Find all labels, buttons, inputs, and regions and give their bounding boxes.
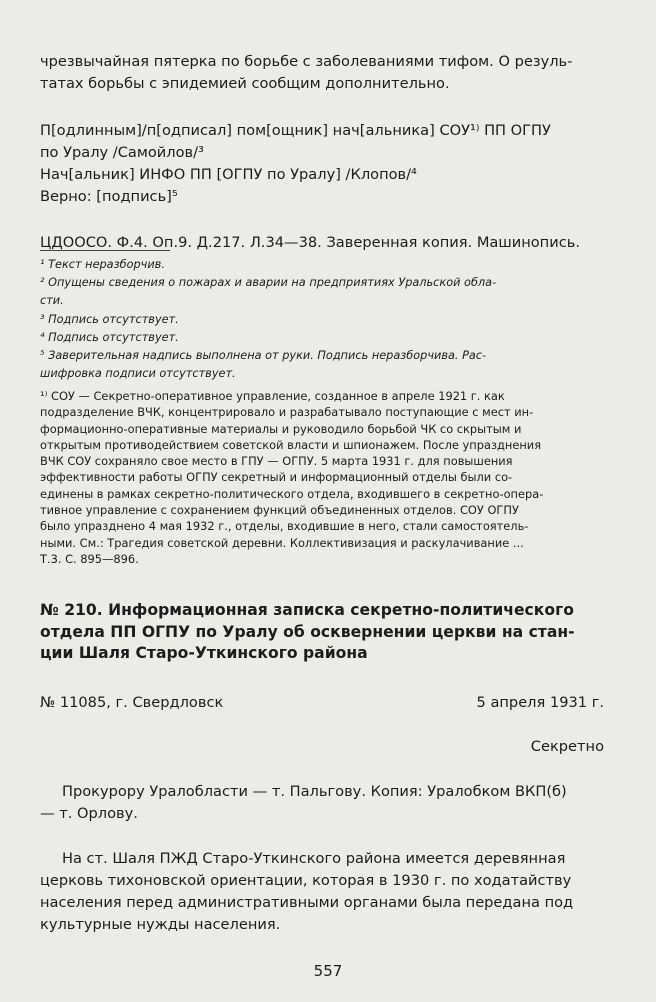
comment-line: формационно-оперативные материалы и руководило борьбой ЧК со скрытым и xyxy=(40,421,522,436)
page-number: 557 xyxy=(313,962,343,980)
comment-line: тивное управление с сохранением функций объединенных отделов. СОУ ОГПУ xyxy=(40,503,519,518)
classification-text: Секретно xyxy=(530,738,604,755)
archive-source-text: ЦДООСО. Ф.4. Оп.9. Д.217. Л.34—38. Заверенная копия. Машинопись. xyxy=(40,234,580,251)
signature-line: П[одлинным]/п[одписал] пом[ощник] нач[альника] СОУ¹⁾ ПП ОГПУ xyxy=(40,122,551,139)
addressees xyxy=(40,781,604,825)
title-line: отдела ПП ОГПУ по Уралу об осквернении церкви на стан- xyxy=(40,622,575,641)
document-date: 5 апреля 1931 г. xyxy=(476,694,604,711)
body-line: культурные нужды населения. xyxy=(40,916,281,933)
addressee-line: — т. Орлову. xyxy=(40,805,138,822)
footnote-divider xyxy=(40,250,170,251)
footnote-line: ² Опущены сведения о пожарах и аварии на предприятиях Уральской обла- xyxy=(40,276,497,290)
body-line: населения перед административными органами была передана под xyxy=(40,894,574,911)
document-number: № 11085, г. Свердловск xyxy=(40,694,224,711)
addressee-line: Прокурору Уралобласти — т. Пальгову. Копия: Уралобком ВКП(б) xyxy=(62,783,567,800)
body-line: церковь тихоновской ориентации, которая в 1930 г. по ходатайству xyxy=(40,872,572,889)
text-line: татах борьбы с эпидемией сообщим дополнительно. xyxy=(40,75,450,92)
comment-line: единены в рамках секретно-политического отдела, входившего в секретно-опера- xyxy=(40,486,544,501)
comment-line: было упразднено 4 мая 1932 г., отделы, входившие в него, стали самостоятель- xyxy=(40,519,529,534)
footnotes xyxy=(40,256,604,383)
footnote-line: шифровка подписи отсутствует. xyxy=(40,367,236,381)
classification-stamp xyxy=(40,736,604,758)
document-header-row xyxy=(40,692,604,714)
comment-line: ¹⁾ СОУ — Секретно-оперативное управление, созданное в апреле 1921 г. как xyxy=(40,389,505,403)
signature-line: Нач[альник] ИНФО ПП [ОГПУ по Уралу] /Клопов/⁴ xyxy=(40,166,417,183)
footnote-line: сти. xyxy=(40,294,64,308)
comment-line: Т.3. С. 895—896. xyxy=(40,551,139,566)
comment-line: открытым противодействием советской власти и шпионажем. После упразднения xyxy=(40,437,542,452)
comment-line: подразделение ВЧК, концентрировало и разрабатывало поступающие с мест ин- xyxy=(40,405,534,420)
title-line: № 210. Информационная записка секретно-политического xyxy=(40,601,574,619)
document-title xyxy=(40,600,604,665)
signature-block xyxy=(40,120,604,208)
body-line: На ст. Шаля ПЖД Старо-Уткинского района имеется деревянная xyxy=(62,850,566,867)
top-paragraph xyxy=(40,51,604,95)
footnote-line: ⁵ Заверительная надпись выполнена от руки. Подпись неразборчива. Рас- xyxy=(40,349,487,363)
footnote-line: ⁴ Подпись отсутствует. xyxy=(40,330,179,344)
comment-line: эффективности работы ОГПУ секретный и информационный отделы были со- xyxy=(40,470,513,485)
comment-line: ными. См.: Трагедия советской деревни. Коллективизация и раскулачивание ... xyxy=(40,535,524,550)
footnote-line: ¹ Текст неразборчив. xyxy=(40,258,165,271)
signature-line: по Уралу /Самойлов/³ xyxy=(40,144,204,161)
title-line: ции Шаля Старо-Уткинского района xyxy=(40,644,368,662)
text-line: чрезвычайная пятерка по борьбе с заболеваниями тифом. О резуль- xyxy=(40,53,573,70)
body-paragraph xyxy=(40,848,604,936)
signature-line: Верно: [подпись]⁵ xyxy=(40,188,178,205)
comment-line: ВЧК СОУ сохраняло свое место в ГПУ — ОГПУ. 5 марта 1931 г. для повышения xyxy=(40,454,513,469)
editorial-comment xyxy=(40,388,604,567)
footnote-line: ³ Подпись отсутствует. xyxy=(40,312,179,326)
